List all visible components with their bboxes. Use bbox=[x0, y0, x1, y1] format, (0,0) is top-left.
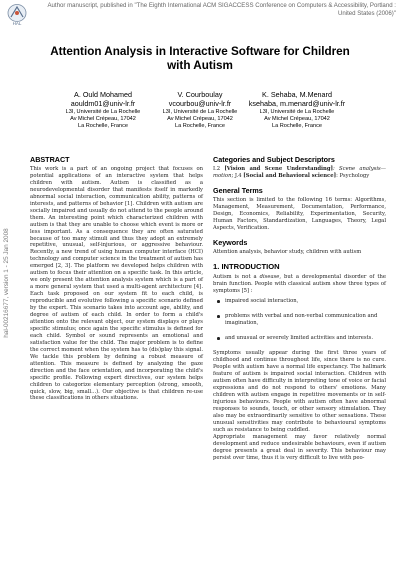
affiliation-line: L3I, Université de La Rochelle bbox=[259, 109, 335, 115]
author-block-1 bbox=[50, 90, 156, 130]
author-name: K. Sehaba, M.Menard bbox=[262, 90, 332, 99]
general-terms-heading: General Terms bbox=[213, 185, 263, 195]
affiliation-line: La Rochelle, France bbox=[77, 123, 129, 129]
author-block-2 bbox=[147, 90, 253, 130]
introduction-paragraph-1 bbox=[213, 274, 386, 295]
list-item bbox=[213, 313, 386, 327]
introduction-paragraph-2: Symptoms usually appear during the first three years of childhood and continue throughout life, since there is no cure. People with autism have a normal life expectancy. The hallmark feature of autism is impaired social interaction. Children with autism often have difficulty in interpreting tone of voice or facial expressions and do not respond to others' emotions. Many children with autism engage in repetitive movements or in self-injurious behaviours. People with autism often have abnormal responses to sounds, touch, or other sensory stimulation. They also may be extraordinarily sensitive to other sensations. These unusual sensitivities may contribute to behavioural symptoms such as resistance to being cuddled. bbox=[213, 350, 386, 433]
author-name: V. Courboulay bbox=[177, 90, 223, 99]
category-code: I.2 bbox=[213, 166, 225, 172]
author-email: aouldm01@univ-lr.fr bbox=[70, 99, 136, 108]
author-email: vcourbou@univ-lr.fr bbox=[168, 99, 232, 108]
bullet-icon bbox=[217, 315, 220, 318]
left-column bbox=[30, 155, 203, 402]
categories-text bbox=[213, 166, 386, 180]
list-item-text: problems with verbal and non-verbal communication and imagination, bbox=[225, 313, 378, 327]
logo-text: HAL bbox=[12, 21, 22, 26]
category-subject: : Scene analysis—motion bbox=[213, 166, 387, 179]
categories-heading: Categories and Subject Descriptors bbox=[213, 155, 335, 164]
hal-side-stamp: hal-00216677, version 1 - 25 Jan 2008 bbox=[3, 228, 10, 338]
author-name: A. Ould Mohamed bbox=[74, 90, 132, 99]
author-affiliation bbox=[244, 109, 350, 130]
symptom-list bbox=[213, 298, 386, 342]
affiliation-line: La Rochelle, France bbox=[271, 123, 323, 129]
paper-title: Attention Analysis in Interactive Software for Children with Autism bbox=[50, 45, 350, 72]
abstract-text: This work is a part of an ongoing project that focuses on potential applications of an interactive system that helps children with autism. Autism is classified as a neurodevelopmental disorder that manifests itself in markedly abnormal social interaction, communication ability, patterns of interests, and patterns of behavior [1]. Children with autism are socially impaired and usually do not attend to the people around them. An interesting point which characterized children with autism is that they are unable to choose which event is more or less important. As a consequence they are often saturated because of too many stimuli and thus they adopt an extremely repetitive, unusual, self-injurious, or aggressive behaviour. Recently, a new trend of using human computer interface (HCI) technology and computer science in the treatment of autism has emerged [2, 3]. The platform we developed helps children with autism to focus their attention on a specific task. In this article, we only present the attention analysis system which is a part of a more general system that used a multi-agent architecture [4]. Each task proposed on our system fit to each child, is reproducible and evolutive following a specific scenario defined by the expert. This scenario takes into account age, ability, and degree of autism of each child. In order to form a child's attention onto the relevant object, our system displays or plays specific stimulus; once again the specific stimulus is defined for each child. Symbol or sound represents an emotional and satisfaction value for the child. The major problem is to define the correct moment when the system has to (dis)play this signal. We tackle this problem by defining a robust measure of attention. This measure is defined by analyzing the gaze direction and the face orientation, and incorporating the child's specific profile. Following expert directives, our system helps children to categorize elementary perception (strong, smooth, quick, slow, big, small...). Our objective is that children re-use these classifications in others situations. bbox=[30, 166, 203, 402]
affiliation-line: L3I, Université de La Rochelle bbox=[162, 109, 238, 115]
general-terms-text: This section is limited to the following 16 terms: Algorithms, Management, Measurement, Documentation, Performance, Design, Economics, Reliability, Experimentation, Security, Human Factors, Standardization, Languages, Theory, Legal Aspects, Verification. bbox=[213, 196, 386, 231]
category-name: [Social and Behavioral science] bbox=[243, 172, 337, 179]
abstract-heading: ABSTRACT bbox=[30, 155, 70, 164]
category-subject: : Psychology bbox=[336, 172, 370, 179]
intro-emphasis: disease bbox=[259, 273, 280, 280]
affiliation-line: L3I, Université de La Rochelle bbox=[65, 109, 141, 115]
author-email: ksehaba, m.menard@univ-lr.fr bbox=[248, 99, 346, 108]
list-item bbox=[213, 335, 386, 342]
right-column bbox=[213, 155, 386, 462]
keywords-text: Attention analysis, behavior study, children with autism bbox=[213, 248, 362, 255]
list-item-text: and unusual or severely limited activities and interests. bbox=[225, 335, 374, 342]
intro-text: Autism is not a bbox=[213, 273, 260, 280]
introduction-paragraph-3: Appropriate management may favor relatively normal development and reduce undesirable behaviours, even if autism degree presents a great deal in severity. This behaviour may persist over time, thus it is very difficult to live with peo- bbox=[213, 433, 386, 461]
category-name: [Vision and Scene Understanding] bbox=[224, 166, 334, 172]
bullet-icon bbox=[217, 300, 220, 303]
bullet-icon bbox=[217, 337, 220, 340]
author-affiliation bbox=[50, 109, 156, 130]
affiliation-line: Av Michel Crépeau, 17042 bbox=[264, 116, 330, 122]
list-item-text: impaired social interaction, bbox=[225, 298, 299, 305]
category-code: ; J.4 bbox=[231, 172, 244, 179]
introduction-heading: 1. INTRODUCTION bbox=[213, 261, 280, 271]
keywords-heading: Keywords bbox=[213, 237, 248, 247]
affiliation-line: Av Michel Crépeau, 17042 bbox=[70, 116, 136, 122]
intro-text: , but a developmental disorder of the brain function. People with classical autism show three types of symptoms [5] : bbox=[213, 273, 387, 294]
hal-logo-icon bbox=[6, 2, 28, 26]
author-block-3 bbox=[244, 90, 350, 130]
list-item bbox=[213, 298, 386, 305]
manuscript-note: Author manuscript, published in "The Eighth International ACM SIGACCESS Conference on Computers & Accessibility, Portland : United States (2006)" bbox=[47, 2, 396, 17]
affiliation-line: La Rochelle, France bbox=[174, 123, 226, 129]
affiliation-line: Av Michel Crépeau, 17042 bbox=[167, 116, 233, 122]
author-affiliation bbox=[147, 109, 253, 130]
